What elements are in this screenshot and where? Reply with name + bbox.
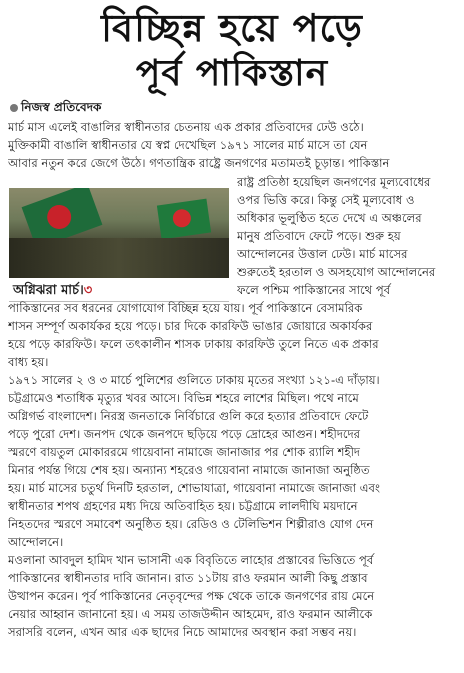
text-line: পড়ে পুরো দেশ। জনপদ থেকে জনপদে ছড়িয়ে পড়ে দ্রোহের আগুন। শহীদদের [8,427,361,441]
text-line: চট্টগ্রামেও শতাধিক মৃত্যুর খবর আসে। বিভিন্ন শহরে লাশের মিছিল। পথে নামে [8,391,359,405]
text-line: রাষ্ট্র প্রতিষ্ঠা হয়েছিল জনগণের মূল্যবোধের [237,175,431,189]
text-line: মুক্তিকামী বাঙালি স্বাধীনতার যে স্বপ্ন দেখেছিল ১৯৭১ সালের মার্চ মাসে তা যেন [8,138,368,152]
flag-icon [157,199,211,240]
byline-text: নিজস্ব প্রতিবেদক [21,100,102,114]
text-line: মওলানা আবদুল হামিদ খান ভাসানী এক বিবৃতিতে লাহোর প্রস্তাবের ভিত্তিতে পূর্ব [8,553,374,567]
text-line: মানুষ প্রতিবাদে ফেটে পড়ে। শুরু হয় [237,229,401,243]
text-line: আবার নতুন করে জেগে উঠে। গণতান্ত্রিক রাষ্ট্রে জনগণের মতামতই চূড়ান্ত। পাকিস্তান [8,156,390,170]
text-line: পাকিস্তানের স্বাধীনতার দাবি জানান। রাত ১১টায় রাও ফরমান আলী কিছু প্রস্তাব [8,571,368,585]
text-line: আন্দোলনের উত্তাল ঢেউ। মার্চ মাসের [237,247,408,261]
text-line: ওপর ভিত্তি করে। কিন্তু সেই মূল্যবোধ ও [237,193,415,207]
text-line: আন্দোলনে। [8,535,64,549]
headline-line-2: পূর্ব পাকিস্তান [135,53,329,94]
text-line: সরাসরি বলেন, এখন আর এক ছাদের নিচে আমাদের অবস্থান করা সম্ভব নয়। [8,625,357,639]
text-line: স্বাধীনতার শপথ গ্রহণের মধ্য দিয়ে অতিবাহিত হয়। চট্টগ্রামে লালদীঘি ময়দানে [8,499,358,513]
text-line: বাধ্য হয়। [8,355,49,369]
text-line: ফলে পশ্চিম পাকিস্তানের সাথে পূর্ব [237,283,391,297]
bullet-icon [10,104,18,112]
text-line: নিহতদের স্মরণে সমাবেশ অনুষ্ঠিত হয়। রেডিও ও টেলিভিশন শিল্পীরাও যোগ দেন [8,517,374,531]
text-line: অগ্নিগর্ভ বাংলাদেশ। নিরস্ত্র জনতাকে নির্বিচারে গুলি করে হত্যার প্রতিবাদে ফেটে [8,409,369,423]
text-line: পাকিস্তানের সব ধরনের যোগাযোগ বিচ্ছিন্ন হয়ে যায়। পূর্ব পাকিস্তানে বেসামরিক [8,301,363,315]
text-line: মিনার পর্যন্ত গিয়ে শেষ হয়। অন্যান্য শহরেও গায়েবানা নামাজে জানাজা অনুষ্ঠিত [8,463,370,477]
text-line: স্মরণে বায়তুল মোকাররমে গায়েবানা নামাজে জানাজার পর শোক র‍্যালি শহীদ [8,445,361,459]
headline-line-1: বিচ্ছিন্ন হয়ে পড়ে [101,6,363,50]
text-line: উত্থাপন করেন। পূর্ব পাকিস্তানের নেতৃবৃন্দের পক্ষ থেকে তাকে জনগণের রায় মেনে [8,589,375,603]
text-line: নেয়ার আহ্বান জানানো হয়। এ সময় তাজউদ্দীন আহমেদ, রাও ফরমান আলীকে [8,607,373,621]
caption-number: ৩ [83,283,93,298]
article-photo [9,188,229,278]
text-line: হয়। মার্চ মাসের চতুর্থ দিনটি হরতাল, শোভাযাত্রা, গায়েবানা নামাজে জানাজা এবং [8,481,380,495]
text-line: হয়ে পড়ে কারফিউ। ফলে তৎকালীন শাসক ঢাকায় কারফিউ তুলে নিতে এক প্রকার [8,337,379,351]
text-line: শুরুতেই হরতাল ও অসহযোগ আন্দোলনের [237,265,436,279]
caption-text: অগ্নিঝরা মার্চ। [13,283,84,298]
text-line: মার্চ মাস এলেই বাঙালির স্বাধীনতার চেতনায় এক প্রকার প্রতিবাদের ঢেউ ওঠে। [8,120,364,134]
text-line: ১৯৭১ সালের ২ ও ৩ মার্চে পুলিশের গুলিতে ঢাকায় মৃতের সংখ্যা ১২১-এ দাঁড়ায়। [8,373,380,387]
text-line: শাসন সম্পূর্ণ অকার্যকর হয়ে পড়ে। চার দিকে কারফিউ ভাঙার জোয়ারে অকার্যকর [8,319,373,333]
byline [10,99,101,119]
text-line: অধিকার ভূলুণ্ঠিত হতে দেখে এ অঞ্চলের [237,211,422,225]
